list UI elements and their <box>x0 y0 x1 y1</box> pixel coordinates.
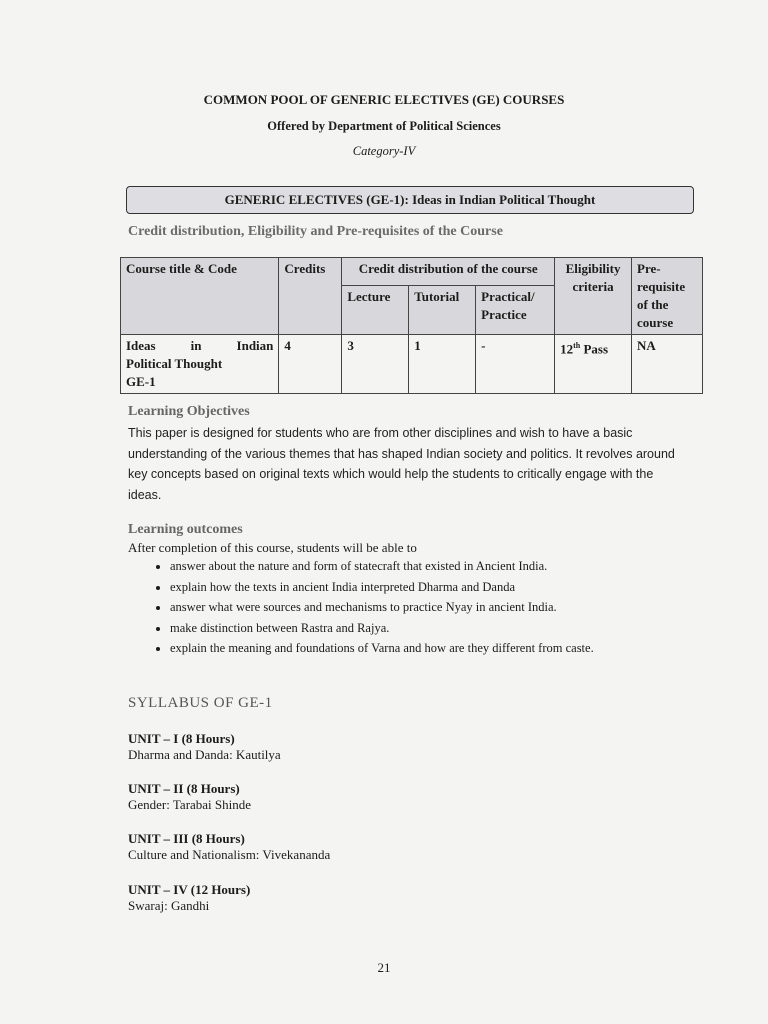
cell-practical: - <box>476 335 555 394</box>
unit-title: UNIT – III (8 Hours) <box>128 831 245 846</box>
unit-title: UNIT – IV (12 Hours) <box>128 882 251 897</box>
eligibility-number: 12 <box>560 341 574 357</box>
unit-topic: Dharma and Danda: Kautilya <box>128 747 281 762</box>
eligibility-sup: th <box>573 341 581 350</box>
syllabus-heading: SYLLABUS OF GE-1 <box>128 695 273 711</box>
unit-block <box>128 831 330 863</box>
col-distribution-header: Credit distribution of the course <box>342 258 555 286</box>
col-tutorial-header: Tutorial <box>409 285 476 334</box>
col-practical-header: Practical/ Practice <box>476 285 555 334</box>
col-credits-header: Credits <box>279 258 342 335</box>
department-line: Offered by Department of Political Sciences <box>267 119 501 133</box>
col-title-header: Course title & Code <box>121 258 279 335</box>
unit-topic: Culture and Nationalism: Vivekananda <box>128 847 331 862</box>
cell-eligibility <box>555 335 632 394</box>
ge-title-box <box>126 186 694 214</box>
list-item: • explain the meaning and foundations of Varna and how are they different from caste. <box>170 638 730 659</box>
objectives-text: This paper is designed for students who are from other disciplines and wish to have a basic understanding of the various themes that has shaped Indian society and politics. It revolves around key concepts based on original texts which would help the students to critically engage with the ideas. <box>128 426 675 502</box>
unit-topic: Swaraj: Gandhi <box>128 898 210 913</box>
course-code: GE-1 <box>126 374 156 389</box>
cell-lecture: 3 <box>342 335 409 394</box>
table-header-row <box>121 258 703 286</box>
course-title-line1: Ideas in Indian <box>126 338 274 353</box>
col-prereq-header: Pre-requisite of the course <box>632 258 703 335</box>
list-item: • answer about the nature and form of statecraft that existed in Ancient India. <box>170 556 730 577</box>
objectives-heading: Learning Objectives <box>128 404 250 419</box>
ge-title: GENERIC ELECTIVES (GE-1): Ideas in Indian Political Thought <box>224 192 596 207</box>
table-row <box>121 335 703 394</box>
unit-topic: Gender: Tarabai Shinde <box>128 797 252 812</box>
page-number: 21 <box>377 960 391 975</box>
unit-block <box>128 882 250 914</box>
unit-block <box>128 781 251 813</box>
unit-title: UNIT – II (8 Hours) <box>128 781 240 796</box>
col-eligibility-header: Eligibility criteria <box>555 258 632 335</box>
eligibility-rest: Pass <box>580 341 609 357</box>
cell-title <box>121 335 279 394</box>
outcomes-list <box>148 556 730 659</box>
credit-heading: Credit distribution, Eligibility and Pre-requisites of the Course <box>128 224 503 239</box>
cell-prereq: NA <box>632 335 703 394</box>
unit-title: UNIT – I (8 Hours) <box>128 731 235 746</box>
col-lecture-header: Lecture <box>342 285 409 334</box>
outcomes-heading: Learning outcomes <box>128 522 243 537</box>
list-item: • make distinction between Rastra and Rajya. <box>170 618 730 639</box>
category-line: Category-IV <box>352 144 416 158</box>
document-title: COMMON POOL OF GENERIC ELECTIVES (GE) COURSES <box>203 92 565 107</box>
cell-credits: 4 <box>279 335 342 394</box>
course-title-line2: Political Thought <box>126 356 223 371</box>
list-item: • answer what were sources and mechanisms to practice Nyay in ancient India. <box>170 597 730 618</box>
unit-block <box>128 731 281 763</box>
cell-tutorial: 1 <box>409 335 476 394</box>
outcomes-intro: After completion of this course, students will be able to <box>128 540 417 555</box>
list-item: • explain how the texts in ancient India interpreted Dharma and Danda <box>170 577 730 598</box>
course-table <box>120 257 703 394</box>
